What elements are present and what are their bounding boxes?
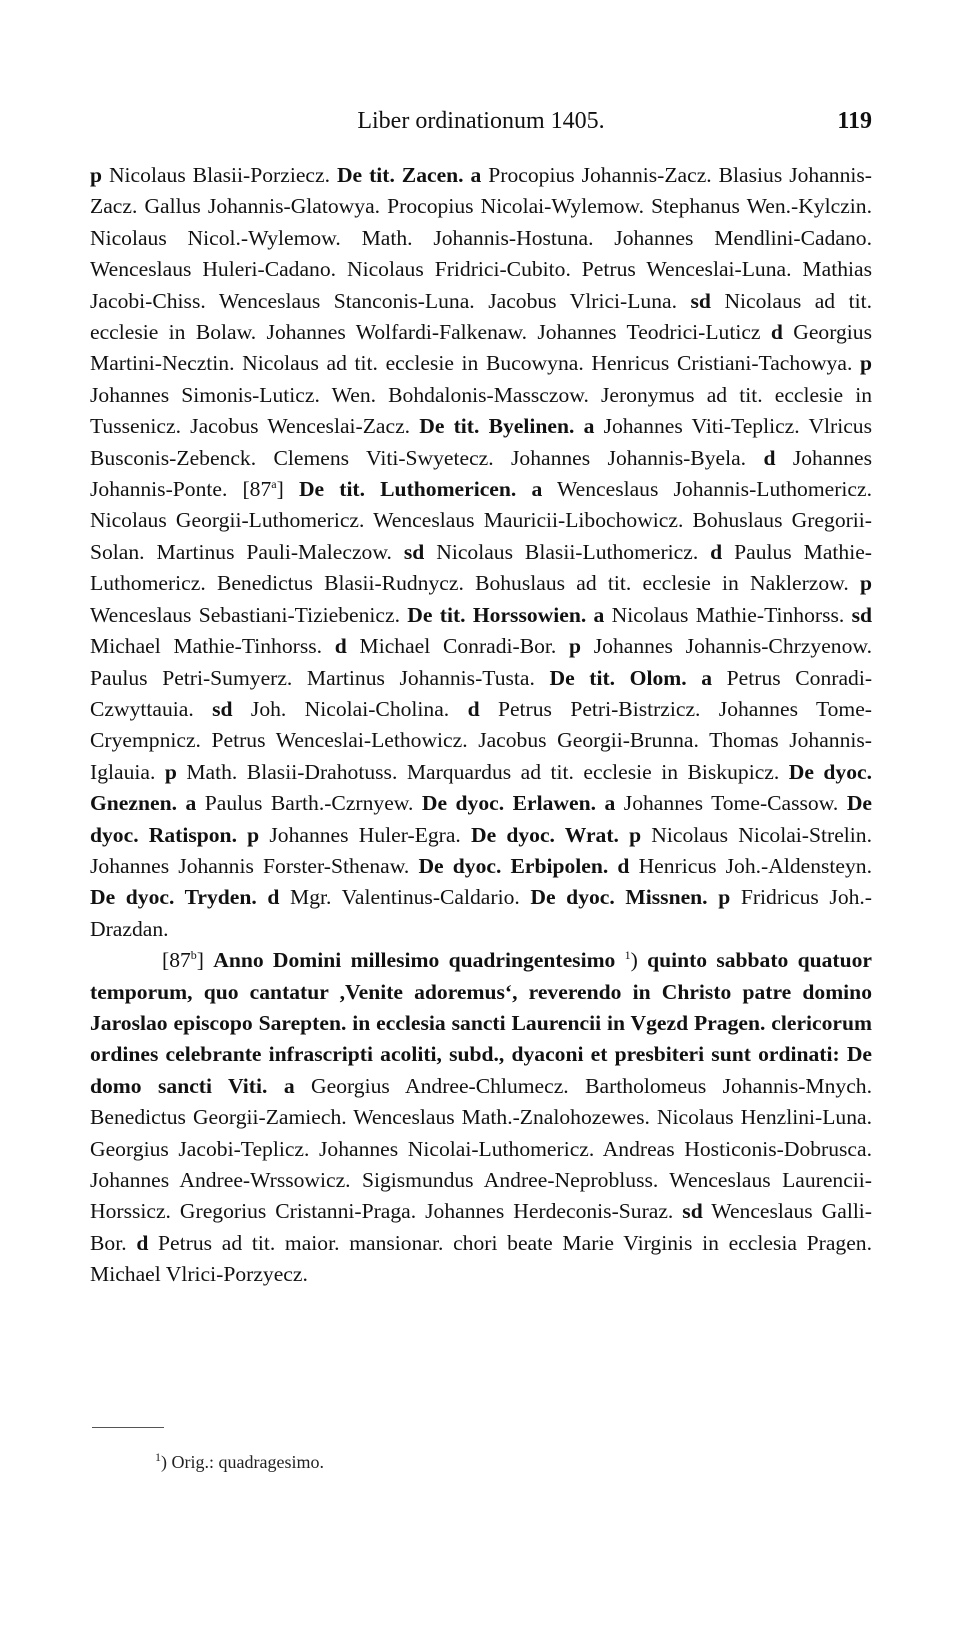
bold-run: a [470, 163, 482, 187]
footnote-mark: 1 [155, 1450, 161, 1464]
text-run: Paulus Mathie-Luthomericz. Benedictus Blasii-Rudnycz. Bohuslaus ad tit. ecclesie in Naklerzow. [90, 539, 872, 596]
paragraph-2 [90, 945, 872, 1290]
bold-run: d [136, 1230, 149, 1255]
text-run: Wenceslaus Johannis-Luthomericz. Nicolaus Georgii-Luthomericz. Wenceslaus Mauricii-Libochowicz. Bohuslaus Gregorii-Solan. Martinus Pauli-Maleczow. [90, 477, 872, 564]
page-number: 119 [837, 108, 872, 134]
text-run: Johannes Simonis-Luticz. Wen. Bohdalonis-Massczow. Jeronymus ad tit. ecclesie in Tussenicz. Jacobus Wenceslai-Zacz. [90, 382, 872, 439]
superscript: a [271, 476, 277, 491]
bold-run: De dyoc. Erlawen. [421, 791, 597, 816]
bold-run: p [569, 634, 582, 659]
bold-run: a [593, 602, 605, 627]
text-run: Math. Blasii-Drahotuss. Marquardus ad tit. ecclesie in Biskupicz. [176, 759, 789, 784]
text-run [257, 885, 268, 909]
text-run [237, 823, 247, 847]
footnote [155, 1452, 324, 1473]
superscript: b [190, 947, 197, 962]
bold-run: De dyoc. Ratispon. [90, 791, 872, 847]
bold-run: a [583, 414, 595, 439]
running-header [90, 108, 872, 142]
text-run: ] [276, 477, 299, 502]
text-run: Wenceslaus Galli-Bor. [90, 1199, 873, 1255]
bold-run: De dyoc. Wrat. [471, 822, 619, 847]
text-run: ) [630, 948, 648, 973]
text-run: ] [196, 948, 214, 973]
text-run: Nicolaus Nicolai-Strelin. Johannes Johannis Forster-Sthenaw. [90, 822, 872, 878]
text-run: Henricus Joh.-Aldensteyn. [629, 853, 872, 878]
text-run: Johannes Tome-Cassow. [615, 791, 847, 816]
text-run: Georgius Andree-Chlumecz. Bartholomeus Johannis-Mnych. Benedictus Georgii-Zamiech. Wenceslaus Math.-Znalohozewes. Nicolaus Henzlini-Luna. Georgius Jacobi-Teplicz. Johannes Nicolai-Luthomericz. Andreas Hosticonis-Dobrusca. Johannes Andree-Wrssowicz. Sigismundus Andree-Neprobluss. Wenceslaus Laurencii-Horssicz. Gregorius Cristanni-Praga. Johannes Herdeconis-Suraz. [90, 1073, 872, 1224]
bold-run: Anno Domini millesimo quadringentesimo [213, 948, 625, 973]
footnote-rule [92, 1427, 164, 1428]
text-run: Georgius Martini-Necztin. Nicolaus ad tit. ecclesie in Bucowyna. Henricus Cristiani-Tachowya. [90, 320, 873, 376]
text-run: Petrus ad tit. maior. mansionar. chori beate Marie Virginis in ecclesia Pragen. Michael Vlrici-Porzyecz. [90, 1230, 872, 1287]
bold-run: d [763, 445, 776, 470]
text-run [619, 823, 629, 847]
text-run: Paulus Barth.-Czrnyew. [196, 791, 422, 816]
text-run: Nicolaus Blasii-Porziecz. [102, 163, 337, 187]
text-run: Michael Conradi-Bor. [346, 634, 570, 659]
bold-run: sd [851, 602, 873, 627]
bold-run: p [859, 571, 872, 596]
text-run: Fridricus Joh.-Drazdan. [90, 885, 873, 941]
bold-run: a [185, 791, 197, 816]
bold-run: quinto sabbato quatuor temporum, quo cantatur ,Venite adoremus‘, reverendo in Christo patre domino Jaroslao episcopo Sarepten. in ecclesia sancti Laurencii in Vgezd Pragen. clericorum ordines celebrante infrascripti acoliti, subd., dyaconi et presbiteri sunt ordinati: De domo sancti Viti. [90, 948, 872, 1098]
text-run: Wenceslaus Sebastiani-Tiziebenicz. [90, 602, 408, 627]
footnote-text: ) Orig.: quadragesimo. [161, 1452, 324, 1472]
bold-run: p [629, 822, 642, 847]
text-run: Mgr. Valentinus-Caldario. [279, 885, 531, 910]
bold-run: De dyoc. Erbipolen. [418, 853, 609, 878]
bold-run: p [90, 163, 103, 187]
text-run [464, 163, 471, 187]
bold-run: De tit. Zacen. [336, 163, 464, 187]
text-run [708, 885, 719, 909]
bold-run: a [701, 665, 713, 690]
text-run [586, 603, 593, 627]
bold-run: a [283, 1073, 295, 1098]
bold-run: d [334, 634, 347, 659]
bold-run: p [859, 351, 872, 376]
bold-run: De dyoc. Gneznen. [90, 759, 872, 816]
page-body [90, 160, 872, 1291]
bold-run: a [531, 477, 543, 502]
text-run: Johannes Johannis-Chrzyenow. Paulus Petri-Sumyerz. Martinus Johannis-Tusta. [90, 634, 872, 690]
text-run [516, 477, 531, 501]
text-run: Procopius Johannis-Zacz. Blasius Johannis-Zacz. Gallus Johannis-Glatowya. Procopius Nicolai-Wylemow. Stephanus Wen.-Kylczin. Nicolaus Nicol.-Wylemow. Math. Johannis-Hostuna. Johannes Mendlini-Cadano. Wenceslaus Huleri-Cadano. Nicolaus Fridrici-Cubito. Petrus Wenceslai-Luna. Mathias Jacobi-Chiss. Wenceslaus Stanconis-Luna. Jacobus Vlrici-Luna. [90, 163, 872, 313]
text-run: Petrus Petri-Bistrzicz. Johannes Tome-Cryempnicz. Petrus Wenceslai-Lethowicz. Jacobus Georgii-Brunna. Thomas Johannis-Iglauia. [90, 696, 872, 784]
bold-run: De tit. Olom. [549, 665, 687, 690]
bold-run: De tit. Horssowien. [407, 602, 587, 627]
bold-run: d [710, 539, 723, 564]
bold-run: sd [212, 696, 233, 721]
text-run [267, 1074, 283, 1098]
bold-run: p [164, 759, 177, 784]
text-run: Nicolaus Blasii-Luthomericz. [424, 539, 711, 564]
text-run [687, 666, 702, 690]
text-run: Nicolaus Mathie-Tinhorss. [604, 602, 852, 627]
bold-run: De dyoc. Missnen. [530, 885, 708, 910]
text-run: Nicolaus ad tit. ecclesie in Bolaw. Johannes Wolfardi-Falkenaw. Johannes Teodrici-Luticz [90, 288, 873, 345]
text-run [596, 791, 605, 815]
paragraph-1 [90, 160, 872, 945]
text-run [574, 414, 583, 438]
bold-run: d [467, 696, 480, 721]
bold-run: sd [403, 539, 425, 564]
text-run: [87 [162, 948, 191, 973]
bold-run: d [267, 885, 280, 910]
superscript: 1 [624, 947, 631, 962]
bold-run: p [247, 822, 260, 847]
bold-run: a [604, 791, 616, 816]
text-run: Michael Mathie-Tinhorss. [90, 634, 335, 659]
text-run: Johannes Viti-Teplicz. Vlricus Busconis-Zebenck. Clemens Viti-Swyetecz. Johannes Johannis-Byela. [90, 414, 873, 470]
text-run: Johannes Huler-Egra. [259, 822, 471, 847]
bold-run: sd [682, 1199, 703, 1224]
bold-run: d [617, 853, 630, 878]
text-run: Petrus Conradi-Czwyttauia. [90, 665, 873, 721]
bold-run: sd [690, 288, 711, 313]
bold-run: De dyoc. Tryden. [90, 885, 257, 910]
bold-run: d [770, 320, 783, 345]
bold-run: p [718, 885, 731, 910]
text-run: Johannes Johannis-Ponte. [87 [90, 445, 872, 502]
bold-run: De tit. Luthomericen. [298, 477, 517, 502]
bold-run: De tit. Byelinen. [419, 414, 575, 439]
text-run: Joh. Nicolai-Cholina. [232, 696, 468, 721]
page-title: Liber ordinationum 1405. [357, 108, 605, 134]
